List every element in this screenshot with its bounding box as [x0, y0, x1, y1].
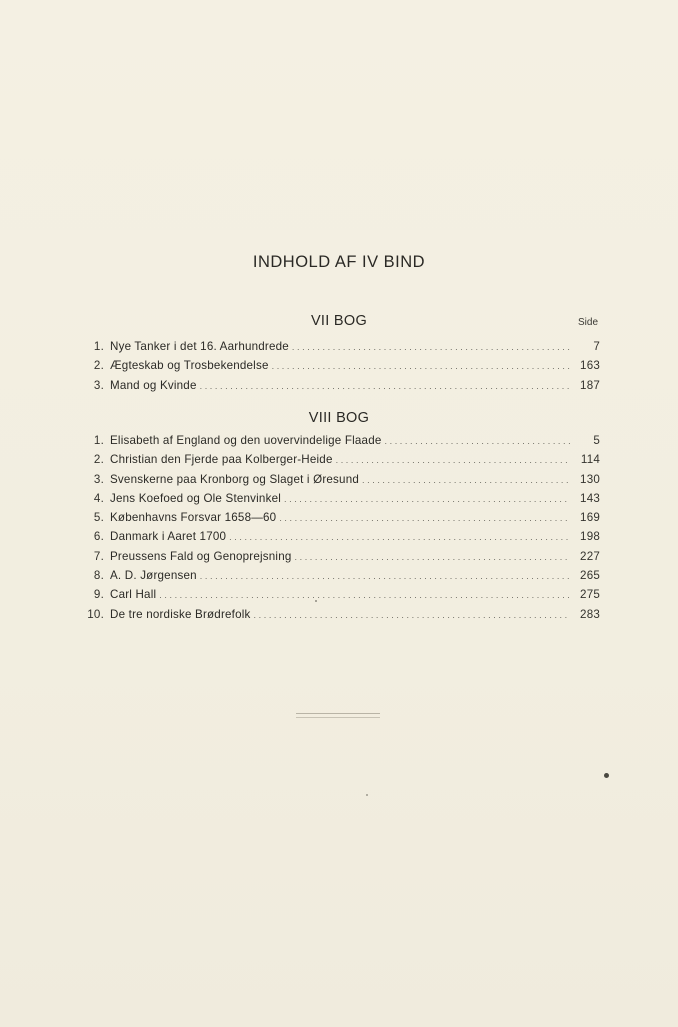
toc-entry-number: 1.	[93, 434, 104, 447]
leader-dots	[254, 606, 570, 625]
book-heading-vii: VII BOG	[310, 313, 368, 329]
toc-entry-title: A. D. Jørgensen	[110, 569, 197, 583]
toc-entry	[80, 356, 600, 375]
toc-entry-title: Københavns Forsvar 1658—60	[110, 511, 277, 525]
toc-entry-number: 9.	[93, 588, 104, 602]
leader-dots	[200, 567, 570, 586]
leader-dots	[159, 586, 570, 605]
toc-entry-number: 8.	[93, 569, 104, 583]
toc-entry-page: 130	[580, 472, 600, 486]
toc-entry-page: 114	[580, 453, 600, 467]
leader-dots	[200, 377, 570, 396]
toc-entry-page: 198	[580, 530, 600, 544]
toc-list-viii	[80, 431, 600, 624]
page-column-label: Side	[577, 317, 598, 328]
toc-entry-title: Nye Tanker i det 16. Aarhundrede	[110, 340, 289, 353]
toc-entry-number: 3.	[93, 378, 104, 392]
toc-entry-number: 6.	[93, 530, 104, 544]
toc-entry	[80, 527, 600, 546]
leader-dots	[292, 338, 570, 357]
toc-entry-number: 2.	[93, 359, 104, 373]
toc-entry-page: 7	[593, 340, 600, 353]
toc-entry-title: Svenskerne paa Kronborg og Slaget i Øresund	[110, 472, 360, 486]
leader-dots	[272, 357, 570, 376]
toc-entry-page: 169	[580, 511, 600, 525]
toc-entry-number: 4.	[93, 491, 104, 505]
toc-entry-number: 7.	[93, 549, 104, 563]
ink-speck	[366, 794, 368, 796]
toc-entry	[80, 566, 600, 585]
toc-entry-title: Danmark i Aaret 1700	[110, 530, 227, 544]
toc-list-vii	[80, 337, 600, 395]
leader-dots	[362, 471, 570, 490]
toc-entry-title: Carl Hall	[110, 588, 157, 602]
toc-entry-page: 163	[580, 359, 600, 373]
toc-entry-page: 265	[580, 569, 600, 583]
leader-dots	[284, 490, 570, 509]
toc-entry-page: 227	[580, 549, 600, 563]
toc-entry	[80, 489, 600, 508]
toc-entry	[80, 431, 600, 450]
toc-entry-number: 10.	[87, 607, 104, 621]
toc-entry-page: 5	[593, 434, 600, 447]
toc-entry-number: 5.	[93, 511, 104, 525]
ink-speck	[604, 773, 609, 778]
leader-dots	[336, 451, 570, 470]
toc-entry	[80, 547, 600, 566]
page-title: INDHOLD AF IV BIND	[252, 253, 426, 271]
toc-entry-title: Preussens Fald og Genoprejsning	[110, 549, 292, 563]
ink-speck	[315, 600, 317, 602]
toc-entry-page: 143	[580, 491, 600, 505]
toc-entry	[80, 450, 600, 469]
toc-entry-title: Mand og Kvinde	[110, 378, 197, 392]
toc-entry-page: 275	[580, 588, 600, 602]
toc-entry-title: De tre nordiske Brødrefolk	[110, 607, 251, 621]
toc-entry-number: 1.	[93, 340, 104, 353]
toc-entry	[80, 605, 600, 624]
toc-entry	[80, 337, 600, 356]
toc-entry	[80, 508, 600, 527]
toc-entry-page: 187	[580, 378, 600, 392]
toc-entry-title: Ægteskab og Trosbekendelse	[110, 359, 269, 373]
leader-dots	[295, 548, 571, 567]
book-heading-viii: VIII BOG	[308, 410, 370, 426]
toc-entry-title: Christian den Fjerde paa Kolberger-Heide	[110, 453, 333, 467]
toc-entry-title: Jens Koefoed og Ole Stenvinkel	[110, 491, 281, 505]
toc-entry-page: 283	[580, 607, 600, 621]
leader-dots	[279, 509, 570, 528]
toc-entry-number: 3.	[93, 472, 104, 486]
toc-entry	[80, 376, 600, 395]
toc-entry	[80, 470, 600, 489]
leader-dots	[385, 432, 571, 451]
leader-dots	[229, 528, 570, 547]
toc-entry-number: 2.	[93, 453, 104, 467]
end-rule-divider	[296, 713, 380, 718]
toc-entry	[80, 585, 600, 604]
toc-entry-title: Elisabeth af England og den uovervindelige Flaade	[110, 434, 382, 447]
